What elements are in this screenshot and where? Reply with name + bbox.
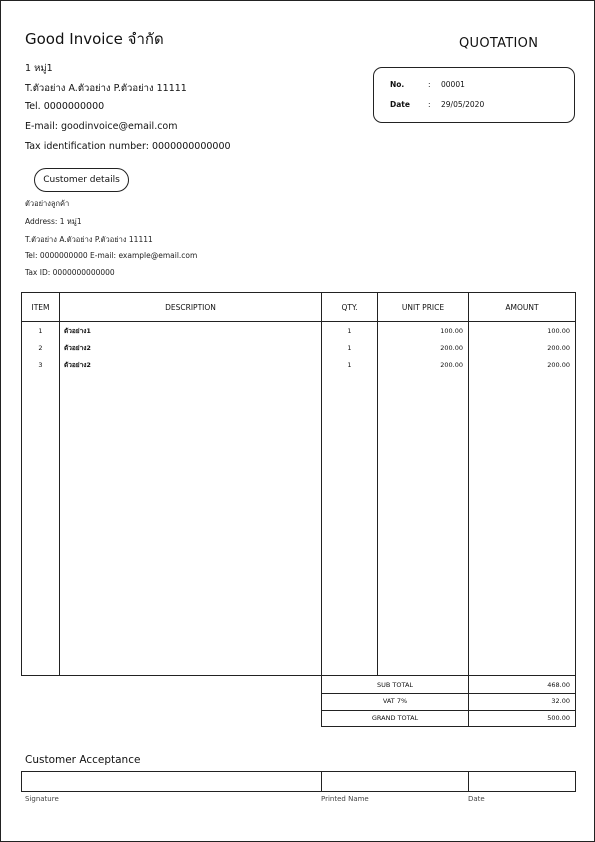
doc-date-colon: : [428,100,431,109]
row-qty: 1 [347,327,352,335]
row-amount: 200.00 [547,344,570,352]
customer-details-badge [34,168,129,192]
row-description: ตัวอย่าง2 [64,361,91,369]
doc-no-colon: : [428,80,431,89]
company-name: Good Invoice จำกัด [25,30,164,48]
vat-value: 32.00 [551,697,570,705]
header-item: ITEM [31,302,50,312]
table-row [22,341,575,355]
doc-date-value: 29/05/2020 [441,100,485,109]
row-unit-price: 200.00 [440,361,463,369]
totals-table [321,676,576,727]
company-email: E-mail: goodinvoice@email.com [25,121,178,132]
company-tel: Tel. 0000000000 [25,101,105,112]
company-address-line1: 1 หมู่1 [25,63,53,74]
subtotal-label: SUB TOTAL [376,681,414,689]
grand-total-row [322,710,575,727]
header-amount: AMOUNT [505,302,539,312]
date-label: Date [468,795,485,803]
printed-name-label: Printed Name [321,795,369,803]
doc-no-label: No. [390,80,405,89]
customer-address: Address: 1 หมู่1 [25,217,82,226]
table-row [22,324,575,338]
row-item: 1 [38,327,43,335]
grand-total-value: 500.00 [547,714,570,722]
row-unit-price: 200.00 [440,344,463,352]
customer-contact: Tel: 0000000000 E-mail: example@email.com [25,251,198,260]
row-amount: 200.00 [547,361,570,369]
header-unit-price: UNIT PRICE [401,302,445,312]
row-item: 2 [38,344,43,352]
customer-name: ตัวอย่างลูกค้า [25,199,70,208]
row-qty: 1 [347,344,352,352]
company-address-line2: T.ตัวอย่าง A.ตัวอย่าง P.ตัวอย่าง 11111 [25,83,187,94]
vat-label: VAT 7% [382,697,408,705]
items-table [21,292,576,676]
customer-address-line2: T.ตัวอย่าง A.ตัวอย่าง P.ตัวอย่าง 11111 [25,235,153,244]
row-qty: 1 [347,361,352,369]
row-unit-price: 100.00 [440,327,463,335]
customer-acceptance-title: Customer Acceptance [25,754,141,766]
subtotal-value: 468.00 [547,681,570,689]
row-description: ตัวอย่าง2 [64,344,91,352]
company-tax-id: Tax identification number: 0000000000000 [25,141,231,152]
doc-no-value: 00001 [441,80,465,89]
row-amount: 100.00 [547,327,570,335]
document-info-box [373,67,575,123]
table-row [22,358,575,372]
customer-details-label: Customer details [43,175,120,185]
grand-total-label: GRAND TOTAL [371,714,419,722]
header-description: DESCRIPTION [165,302,216,312]
header-qty: QTY. [341,302,358,312]
customer-tax-id: Tax ID: 0000000000000 [25,268,115,277]
signature-label: Signature [25,795,59,803]
document-title: QUOTATION [459,36,539,51]
subtotal-row [322,677,575,694]
row-item: 3 [38,361,43,369]
acceptance-signature-box [21,771,576,792]
doc-date-label: Date [390,100,410,109]
row-description: ตัวอย่าง1 [64,327,91,335]
vat-row [322,693,575,710]
